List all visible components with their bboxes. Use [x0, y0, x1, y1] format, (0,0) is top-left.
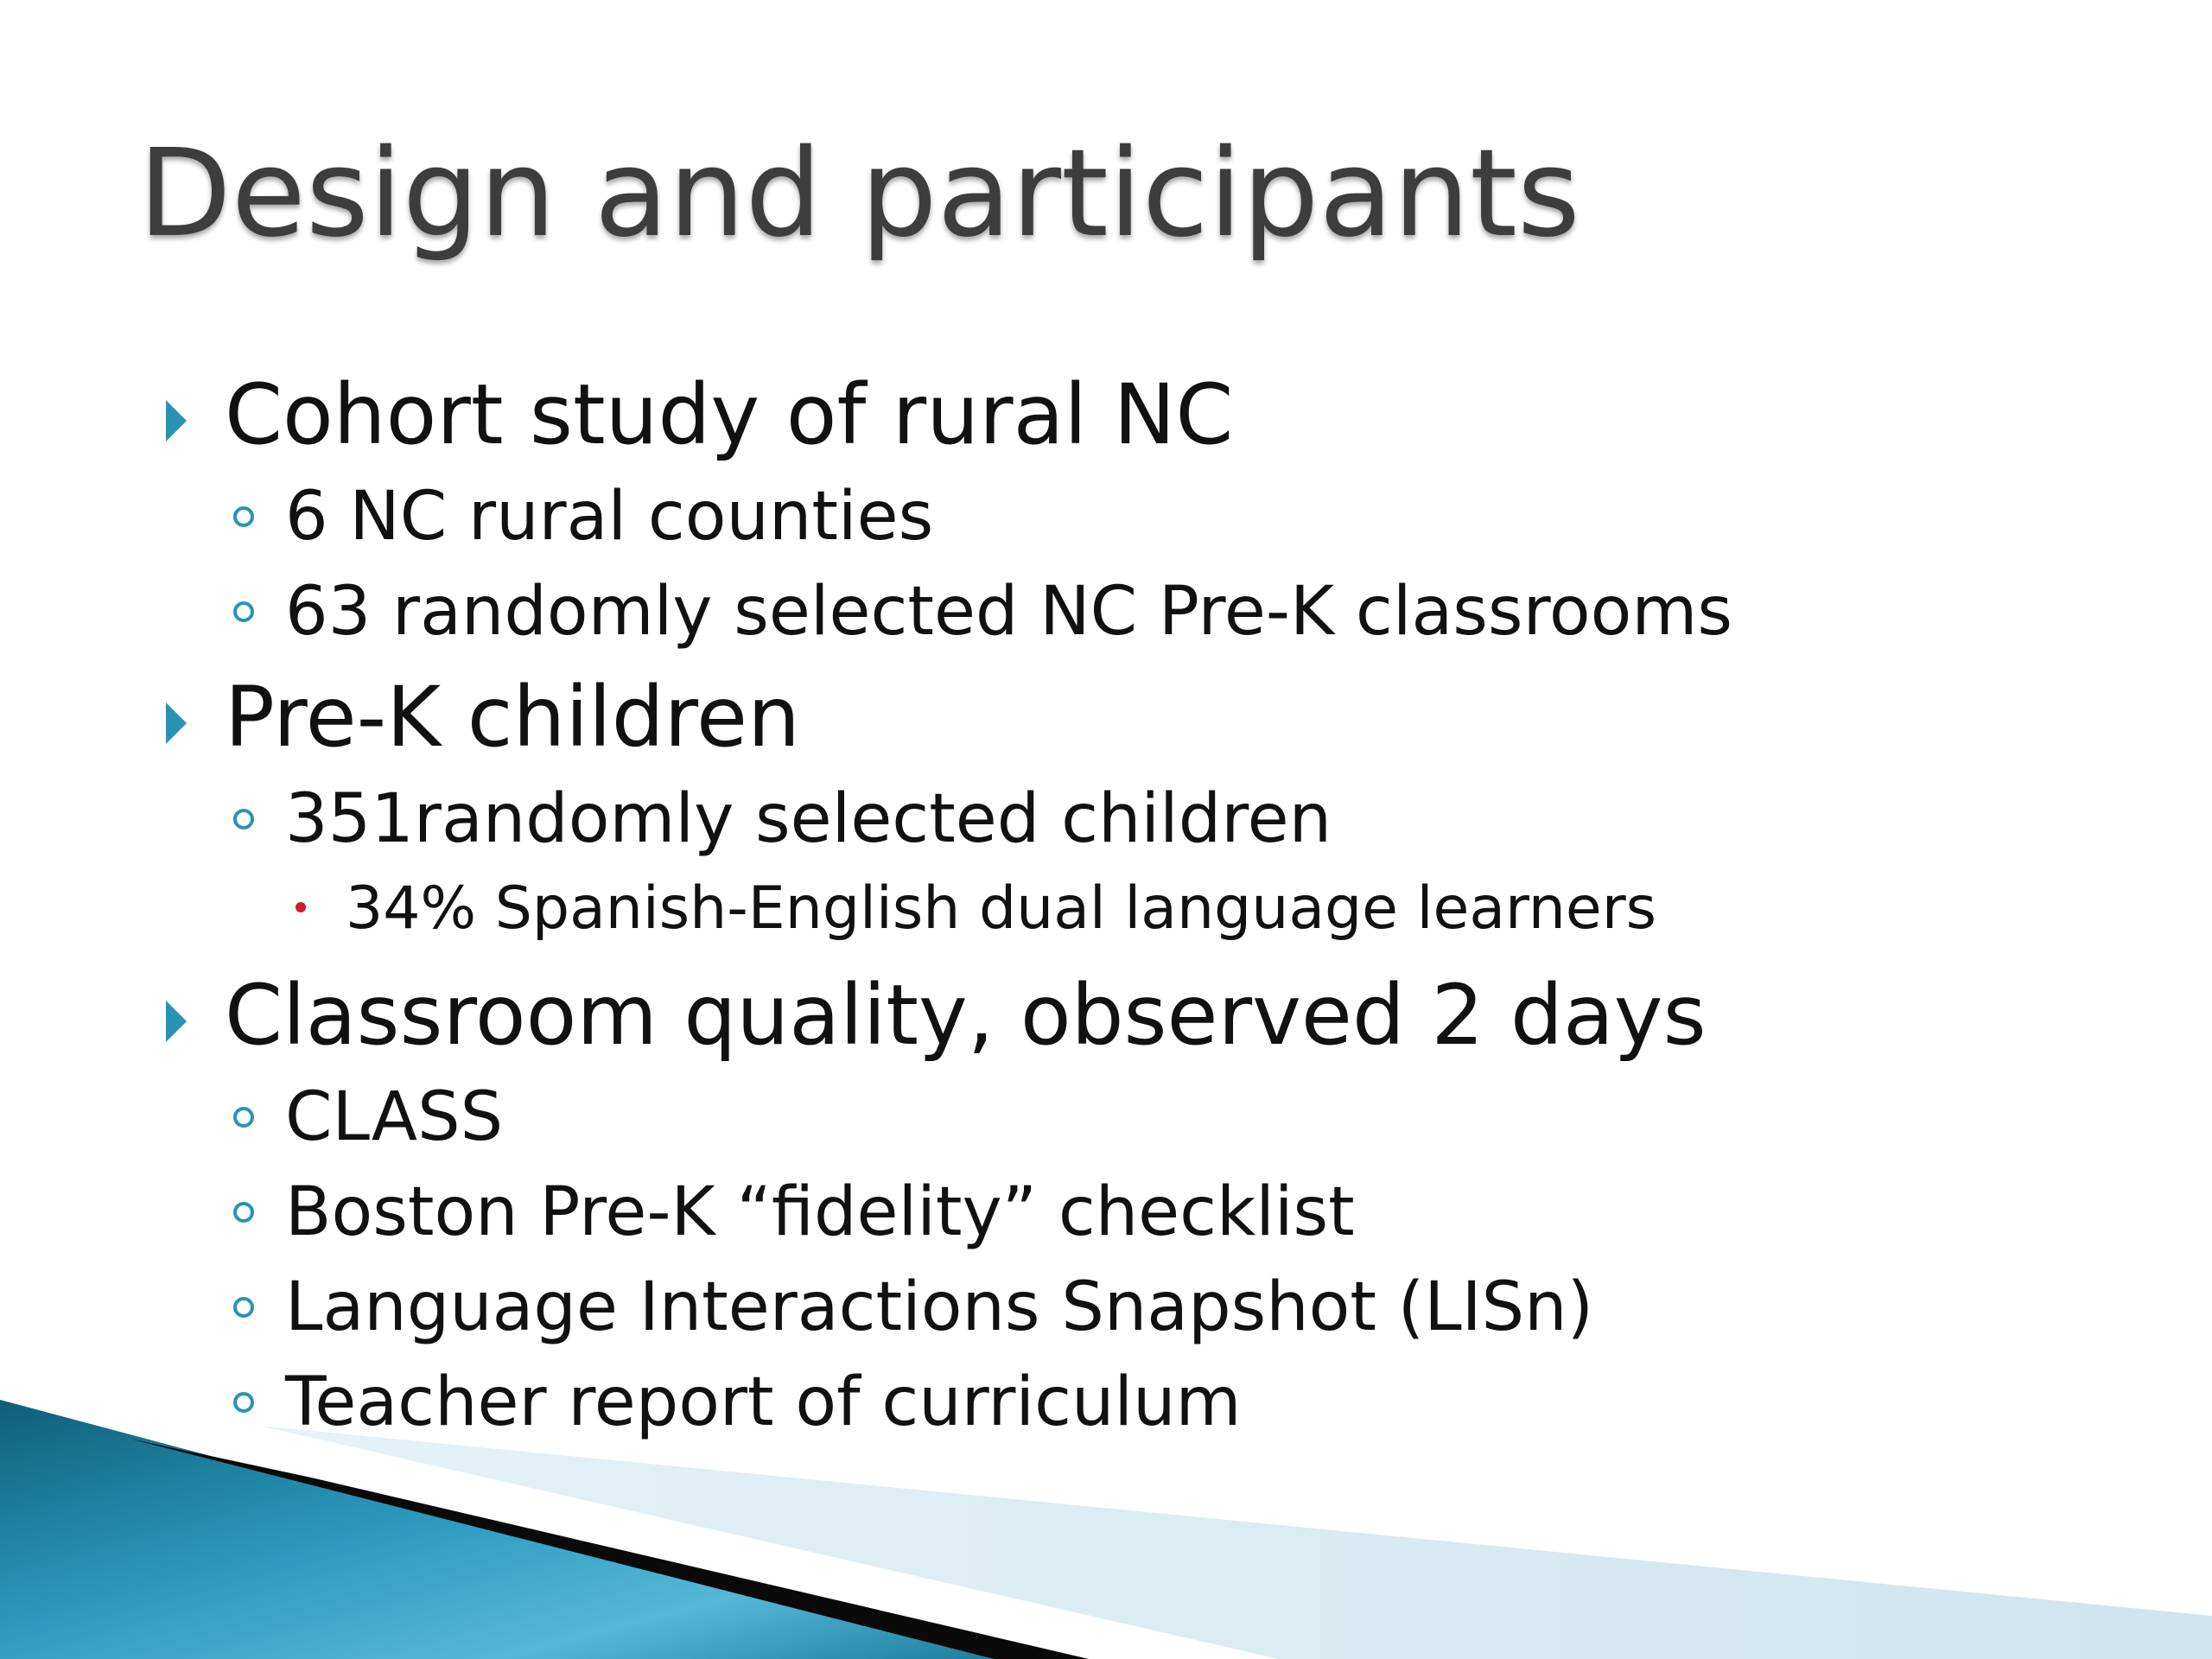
dot-bullet-icon — [296, 902, 306, 912]
bullet-text: 63 randomly selected NC Pre-K classrooms — [285, 573, 1732, 651]
bullet-text: CLASS — [285, 1078, 504, 1156]
circle-bullet-icon — [233, 506, 254, 527]
bullet-text: 351randomly selected children — [285, 780, 1332, 858]
bullet-selected-children — [285, 778, 1332, 861]
triangle-bullet-icon — [166, 1001, 187, 1042]
slide-title: Design and participants — [138, 124, 1580, 264]
bullet-text: Cohort study of rural NC — [225, 366, 1234, 463]
bullet-classroom-quality — [225, 968, 1707, 1063]
circle-bullet-icon — [233, 1202, 254, 1223]
bullet-dual-language — [346, 873, 1656, 945]
bullet-text: Teacher report of curriculum — [285, 1363, 1242, 1441]
bullet-fidelity-checklist — [285, 1171, 1355, 1254]
bullet-prek-children — [225, 670, 800, 765]
circle-bullet-icon — [233, 1297, 254, 1318]
bullet-text: Boston Pre-K “fidelity” checklist — [285, 1173, 1355, 1251]
bullet-text: Pre-K children — [225, 669, 800, 766]
triangle-bullet-icon — [166, 400, 187, 442]
corner-swoosh-decoration — [0, 1348, 2212, 1659]
bullet-text: Classroom quality, observed 2 days — [225, 967, 1707, 1064]
bullet-text: Language Interactions Snapshot (LISn) — [285, 1268, 1594, 1346]
bullet-text: 6 NC rural counties — [285, 478, 934, 556]
bullet-text: 34% Spanish-English dual language learners — [346, 874, 1657, 943]
circle-bullet-icon — [233, 1107, 254, 1128]
bullet-class — [285, 1076, 503, 1159]
bullet-lisn — [285, 1266, 1593, 1349]
bullet-cohort-study — [225, 367, 1233, 462]
circle-bullet-icon — [233, 601, 254, 622]
bullet-classrooms — [285, 570, 1732, 653]
circle-bullet-icon — [233, 809, 254, 830]
triangle-bullet-icon — [166, 702, 187, 744]
bullet-rural-counties — [285, 475, 933, 558]
